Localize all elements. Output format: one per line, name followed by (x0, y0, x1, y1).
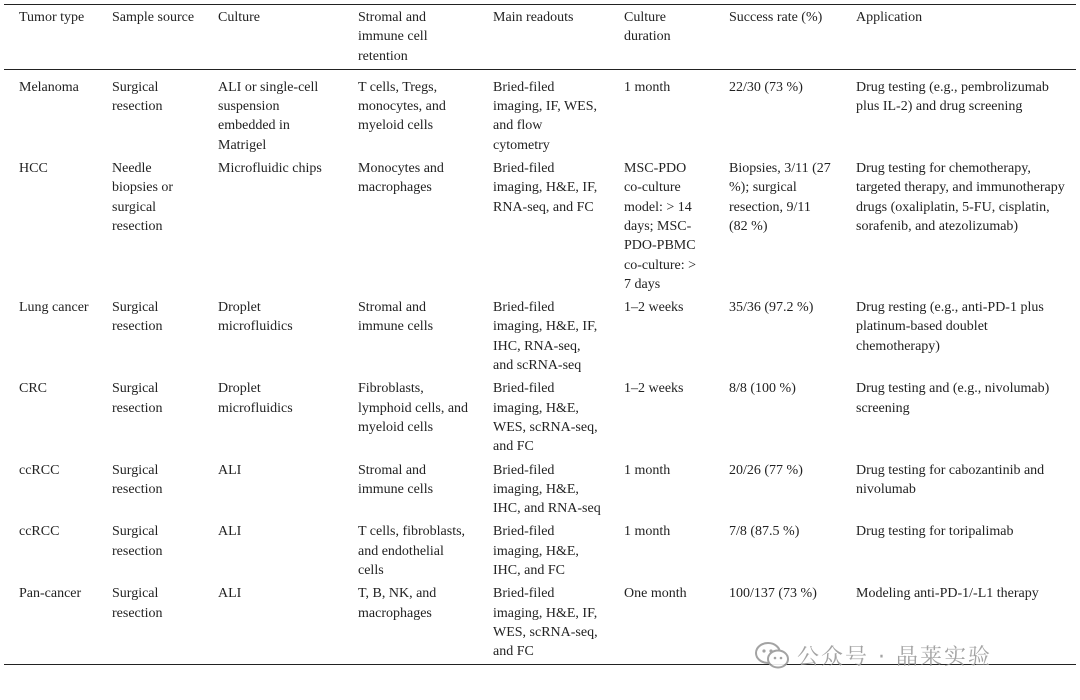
cell-application: Modeling anti-PD-1/-L1 therapy (841, 580, 1076, 664)
cell-culture: ALI (218, 462, 242, 478)
cell-culture: Droplet microfluidics (218, 381, 293, 416)
cell-main-readouts: Bried-filed imaging, H&E, IF, WES, scRNA-seq, and FC (478, 580, 609, 664)
cell-sample-source: Surgical resection (112, 79, 163, 115)
cell-culture: ALI (203, 580, 343, 664)
cell-culture-duration: MSC-PDO co-culture model: > 14 days; MSC-PDO-PBMC co-culture: > 7 days (624, 161, 697, 292)
cell-tumor-type: ccRCC (19, 524, 60, 540)
cell-application: Drug testing for toripalimab (856, 524, 1014, 540)
header-culture: Culture (203, 5, 343, 70)
cell-success-rate: Biopsies, 3/11 (27 %); surgical resection, 9/11 (82 %) (729, 161, 831, 234)
header-culture-duration: Culture duration (609, 5, 714, 70)
cell-cell-retention: Fibroblasts, lymphoid cells, and myeloid cells (358, 381, 469, 435)
cell-success-rate: 22/30 (73 %) (729, 79, 803, 95)
cell-culture-duration: 1–2 weeks (624, 300, 684, 316)
organoid-table (4, 4, 1076, 665)
cell-sample-source: Surgical resection (112, 462, 163, 497)
cell-sample-source: Needle biopsies or surgical resection (112, 161, 174, 234)
table-row (4, 155, 1076, 294)
cell-success-rate: 7/8 (87.5 %) (729, 524, 800, 540)
cell-application: Drug testing for chemotherapy, targeted therapy, and immunotherapy drugs (oxaliplatin, 5-FU, cisplatin, sorafenib, and atezolizumab) (856, 161, 1065, 234)
cell-sample-source: Surgical resection (97, 580, 203, 664)
cell-tumor-type: Melanoma (19, 79, 79, 95)
header-main-readouts: Main readouts (478, 5, 609, 70)
watermark-text: 公众号 · 晶莱实验 (797, 645, 992, 670)
cell-culture-duration: 1 month (624, 462, 671, 478)
cell-culture: Droplet microfluidics (218, 300, 293, 335)
cell-cell-retention: Stromal and immune cells (358, 300, 434, 335)
cell-main-readouts: Bried-filed imaging, H&E, IF, RNA-seq, and FC (493, 161, 598, 215)
cell-application: Drug testing and (e.g., nivolumab) screening (856, 381, 1050, 416)
wechat-icon (755, 642, 789, 670)
cell-tumor-type: Lung cancer (19, 300, 89, 316)
cell-success-rate: 8/8 (100 %) (729, 381, 796, 397)
table-row (4, 375, 1076, 456)
table-row (4, 294, 1076, 375)
header-application: Application (841, 5, 1076, 70)
cell-cell-retention: T cells, Tregs, monocytes, and myeloid cells (358, 79, 446, 134)
cell-culture: Microfluidic chips (218, 161, 322, 177)
cell-main-readouts: Bried-filed imaging, IF, WES, and flow cytometry (493, 79, 598, 153)
cell-main-readouts: Bried-filed imaging, H&E, IHC, and RNA-seq (493, 462, 601, 517)
cell-sample-source: Surgical resection (112, 381, 163, 416)
cell-main-readouts: Bried-filed imaging, H&E, IF, IHC, RNA-seq, and scRNA-seq (493, 300, 598, 374)
cell-tumor-type: Pan-cancer (4, 580, 97, 664)
cell-sample-source: Surgical resection (112, 300, 163, 335)
cell-main-readouts: Bried-filed imaging, H&E, IHC, and FC (493, 524, 579, 579)
table-header-row (4, 5, 1076, 70)
cell-tumor-type: HCC (19, 161, 48, 177)
cell-cell-retention: T cells, fibroblasts, and endothelial cells (358, 524, 466, 579)
cell-success-rate: 35/36 (97.2 %) (729, 300, 814, 316)
cell-culture: ALI or single-cell suspension embedded in Matrigel (218, 79, 319, 153)
cell-cell-retention: Monocytes and macrophages (358, 161, 444, 196)
cell-cell-retention: Stromal and immune cells (358, 462, 434, 497)
cell-tumor-type: ccRCC (19, 462, 60, 478)
cell-success-rate: 20/26 (77 %) (729, 462, 803, 478)
cell-culture: ALI (218, 524, 242, 540)
cell-success-rate: 100/137 (73 %) (714, 580, 841, 664)
table-row (4, 457, 1076, 519)
cell-sample-source: Surgical resection (112, 524, 163, 559)
cell-main-readouts: Bried-filed imaging, H&E, WES, scRNA-seq, and FC (493, 381, 598, 455)
cell-culture-duration: 1 month (624, 79, 671, 95)
cell-tumor-type: CRC (19, 381, 48, 397)
table-row (4, 69, 1076, 155)
cell-culture-duration: 1 month (624, 524, 671, 540)
cell-culture-duration: One month (609, 580, 714, 664)
cell-application: Drug testing (e.g., pembrolizumab plus IL-2) and drug screening (856, 79, 1049, 115)
cell-application: Drug testing for cabozantinib and nivolumab (856, 462, 1045, 497)
watermark (755, 640, 992, 671)
cell-application: Drug resting (e.g., anti-PD-1 plus platinum-based doublet chemotherapy) (856, 300, 1044, 354)
table-row (4, 518, 1076, 580)
header-success-rate: Success rate (%) (714, 5, 841, 70)
header-sample-source: Sample source (97, 5, 203, 70)
header-cell-retention: Stromal and immune cell retention (343, 5, 478, 70)
header-tumor-type: Tumor type (4, 5, 97, 70)
cell-cell-retention: T, B, NK, and macrophages (343, 580, 478, 664)
cell-culture-duration: 1–2 weeks (624, 381, 684, 397)
